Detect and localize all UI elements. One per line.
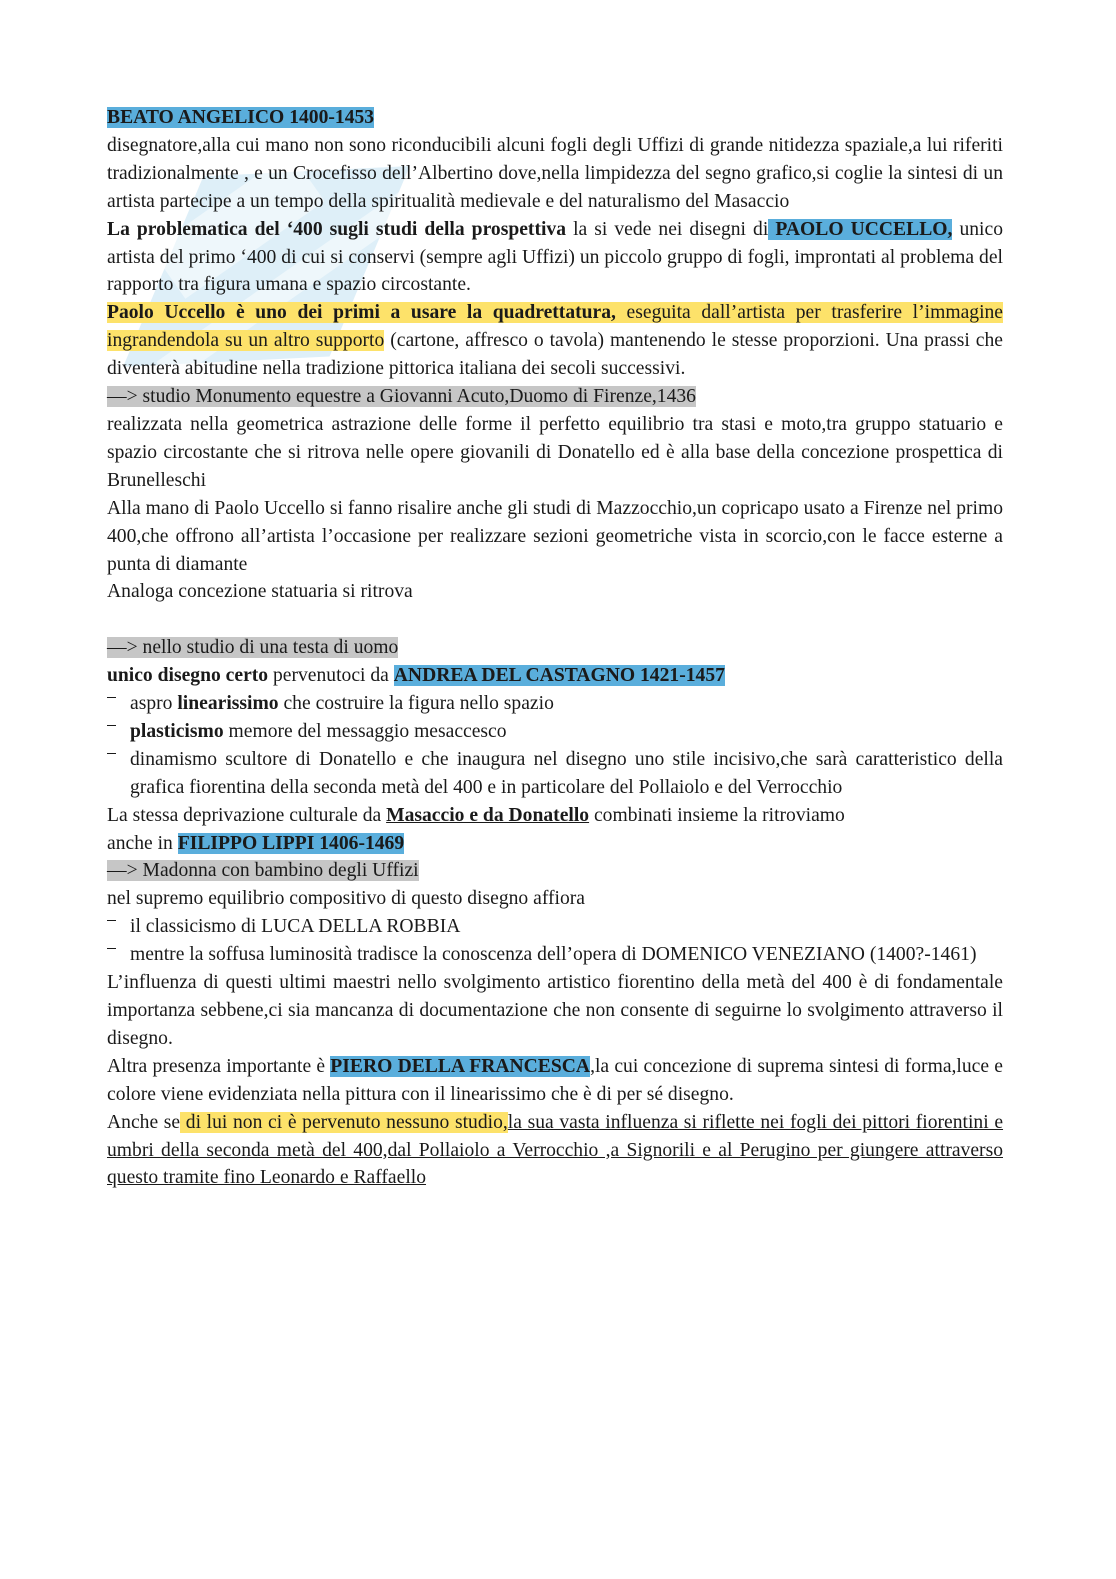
paragraph-piero: [107, 1053, 1003, 1109]
text-stessa-deprivazione: La stessa deprivazione culturale da: [107, 804, 387, 826]
paragraph-influenza: L’influenza di questi ultimi maestri nello svolgimento artistico fiorentino della metà del 400 è di fondamentale importanza sebbene,ci sia mancanza di documentazione che non consente di seguirne lo svolgimento attraverso il disegno.: [107, 972, 1003, 1049]
arrow-monumento-label: —> studio Monumento equestre a Giovanni Acuto,Duomo di Firenze,1436: [107, 386, 696, 408]
list-item: mentre la soffusa luminosità tradisce la conoscenza dell’opera di DOMENICO VENEZIANO (1400?-1461): [107, 941, 1003, 969]
paragraph-prospettiva: [107, 216, 1003, 300]
heading-paolo-uccello: PAOLO UCCELLO,: [768, 218, 953, 240]
arrow-testa-uomo-label: —> nello studio di una testa di uomo: [107, 637, 399, 659]
bold-quadrettatura: Paolo Uccello è uno dei primi a usare la quadrettatura,: [107, 302, 616, 324]
arrow-monumento: [107, 383, 1003, 411]
paragraph-mazzocchio: Alla mano di Paolo Uccello si fanno risalire anche gli studi di Mazzocchio,un copricapo usato a Firenze nel primo 400,che offrono all’artista l’occasione per realizzare sezioni geometriche vista in scorcio,con le facce esterne a punta di diamante: [107, 497, 1003, 575]
paragraph-equilibrio: realizzata nella geometrica astrazione delle forme il perfetto equilibrio tra stasi e moto,tra gruppo statuario e spazio circostante che si ritrova nelle opere giovanili di Donatello ed è alla base della concezione prospettica di Brunelleschi: [107, 413, 1003, 491]
paragraph-lippi: [107, 830, 1003, 858]
text-anche-in: anche in: [107, 832, 178, 854]
list-item: dinamismo scultore di Donatello e che inaugura nel disegno uno stile incisivo,che sarà caratteristico della grafica fiorentina della seconda metà del 400 e in particolare del Pollaiolo e del Verrocchio: [107, 746, 1003, 802]
blank-line: [107, 606, 1003, 634]
paragraph-analoga: Analoga concezione statuaria si ritrova: [107, 581, 413, 603]
list-castagno: [107, 690, 1003, 802]
paragraph-supremo-equilibrio: nel supremo equilibrio compositivo di questo disegno affiora: [107, 888, 585, 910]
highlight-nessuno-studio: di lui non ci è pervenuto nessuno studio,: [180, 1111, 508, 1133]
bold-prospettiva: La problematica del ‘400 sugli studi della prospettiva: [107, 218, 567, 240]
bold-masaccio-donatello: Masaccio e da Donatello: [386, 804, 590, 826]
text-pervenutoci: pervenutoci da: [268, 665, 394, 687]
list-item: il classicismo di LUCA DELLA ROBBIA: [107, 913, 1003, 941]
arrow-testa-uomo: [107, 634, 1003, 662]
paragraph-anche-se: [107, 1109, 1003, 1193]
paragraph-quadrettatura: [107, 299, 1003, 383]
paragraph-deprivazione: [107, 802, 1003, 830]
text-anche-se: Anche se: [107, 1111, 181, 1133]
paragraph-castagno: [107, 662, 1003, 690]
section-beato-angelico: [107, 104, 1003, 132]
text-altra-presenza: Altra presenza importante è: [107, 1055, 331, 1077]
text-proporzioni: (cartone, affresco o tavola) mantenendo le stesse proporzioni. Una prassi che diventerà abitudine nella tradizione pittorica italiana dei secoli successivi.: [107, 330, 1003, 380]
heading-beato-angelico: BEATO ANGELICO 1400-1453: [107, 107, 375, 128]
bold-disegno-certo: unico disegno certo: [107, 665, 269, 687]
list-item: aspro linearissimo che costruire la figura nello spazio: [107, 690, 1003, 718]
arrow-madonna-label: —> Madonna con bambino degli Uffizi: [107, 860, 419, 882]
heading-piero-della-francesca: PIERO DELLA FRANCESCA: [330, 1055, 591, 1077]
text-piero-rest: ,la cui concezione di suprema sintesi di forma,luce e colore viene evidenziata nella pittura con il linearissimo che è di per sé disegno.: [107, 1055, 1003, 1105]
text-nei-disegni: la si vede nei disegni di: [566, 218, 769, 240]
heading-andrea-del-castagno: ANDREA DEL CASTAGNO 1421-1457: [393, 665, 725, 687]
document-page: [107, 104, 1003, 1192]
list-item: plasticismo memore del messaggio mesaccesco: [107, 718, 1003, 746]
list-lippi: [107, 913, 1003, 969]
text-combinati: combinati insieme la ritroviamo: [589, 804, 845, 826]
underline-influenza: la sua vasta influenza si riflette nei fogli dei pittori fiorentini e umbri della seconda metà del 400,dal Pollaiolo a Verrocchio ,a Signorili e al Perugino per giungere attraverso questo tramite fino Leonardo e Raffaello: [107, 1111, 1004, 1189]
heading-filippo-lippi: FILIPPO LIPPI 1406-1469: [177, 832, 405, 854]
text-uccello-rest: unico artista del primo ‘400 di cui si conservi (sempre agli Uffizi) un piccolo gruppo di fogli, improntati al problema del rapporto tra figura umana e spazio circostante.: [107, 218, 1003, 296]
paragraph-angelico: disegnatore,alla cui mano non sono riconducibili alcuni fogli degli Uffizi di grande nitidezza spaziale,a lui riferiti tradizionalmente , e un Crocefisso dell’Albertino dove,nella limpidezza del segno grafico,si coglie la sintesi di un artista partecipe a un tempo della spiritualità medievale e del naturalismo del Masaccio: [107, 134, 1003, 212]
arrow-madonna: [107, 857, 1003, 885]
highlight-supporto: eseguita dall’artista per trasferire l’immagine ingrandendola su un altro supporto: [107, 302, 1004, 352]
